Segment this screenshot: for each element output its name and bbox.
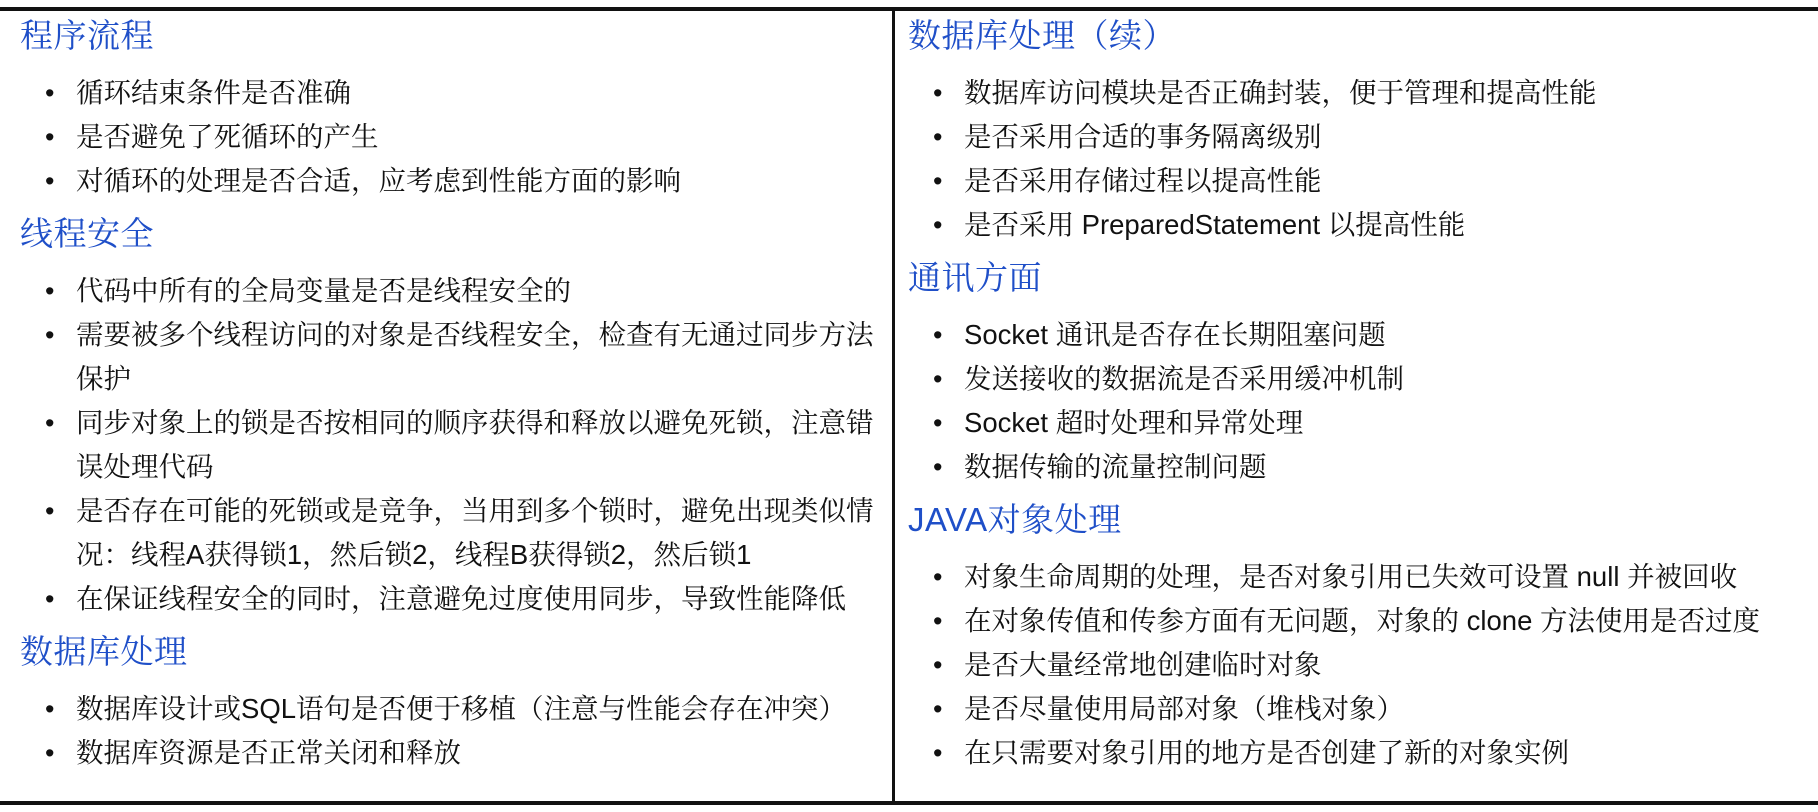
bottom-rule (0, 801, 1818, 805)
bullet-item (908, 643, 1808, 687)
bullet-text: 是否采用 PreparedStatement 以提高性能 (964, 209, 1466, 240)
bullet-icon: • (933, 364, 943, 394)
bullet-icon: • (45, 496, 55, 526)
bullet-text: 数据库设计或SQL语句是否便于移植（注意与性能会存在冲突） (76, 693, 847, 724)
bullet-text: 代码中所有的全局变量是否是线程安全的 (76, 275, 571, 306)
bullet-text: 对循环的处理是否合适，应考虑到性能方面的影响 (76, 165, 681, 196)
bullet-text: 是否存在可能的死锁或是竞争，当用到多个锁时，避免出现类似情况：线程A获得锁1，然后锁2，线程B获得锁2，然后锁1 (76, 495, 874, 570)
bullet-icon: • (45, 78, 55, 108)
bullet-icon: • (45, 408, 55, 438)
bullet-item (908, 599, 1808, 643)
bullet-text: 是否避免了死循环的产生 (76, 121, 379, 152)
spacer (908, 61, 1808, 71)
bullet-icon: • (45, 320, 55, 350)
bullet-item (908, 159, 1808, 203)
bullet-list (20, 687, 882, 775)
bullet-icon: • (933, 78, 943, 108)
column-divider (892, 9, 895, 803)
section-heading: 数据库处理 (20, 633, 188, 670)
bullet-item (20, 159, 882, 203)
bullet-text: Socket 通讯是否存在长期阻塞问题 (964, 319, 1386, 350)
right-column (908, 11, 1808, 781)
spacer (908, 303, 1808, 313)
bullet-item (908, 203, 1808, 247)
bullet-icon: • (45, 584, 55, 614)
bullet-item (20, 687, 882, 731)
bullet-icon: • (45, 276, 55, 306)
bullet-text: 在保证线程安全的同时，注意避免过度使用同步，导致性能降低 (76, 583, 846, 614)
bullet-icon: • (45, 122, 55, 152)
section-heading: 数据库处理（续） (908, 17, 1176, 54)
bullet-text: 是否尽量使用局部对象（堆栈对象） (964, 693, 1404, 724)
bullet-icon: • (933, 210, 943, 240)
bullet-item (908, 71, 1808, 115)
bullet-text: 在只需要对象引用的地方是否创建了新的对象实例 (964, 737, 1569, 768)
spacer (20, 677, 882, 687)
bullet-text: 需要被多个线程访问的对象是否线程安全，检查有无通过同步方法保护 (76, 319, 874, 394)
bullet-item (20, 489, 882, 577)
section-heading: 程序流程 (20, 17, 154, 54)
bullet-item (908, 313, 1808, 357)
bullet-list (908, 313, 1808, 489)
left-column (20, 11, 882, 781)
bullet-item (908, 357, 1808, 401)
bullet-item (20, 731, 882, 775)
bullet-list (908, 71, 1808, 247)
bullet-item (908, 115, 1808, 159)
section-heading: 线程安全 (20, 215, 154, 252)
bullet-icon: • (933, 452, 943, 482)
bullet-icon: • (45, 166, 55, 196)
bullet-item (20, 401, 882, 489)
spacer (20, 259, 882, 269)
bullet-text: 循环结束条件是否准确 (76, 77, 351, 108)
bullet-text: 是否大量经常地创建临时对象 (964, 649, 1322, 680)
bullet-icon: • (933, 606, 943, 636)
bullet-item (20, 115, 882, 159)
bullet-text: 发送接收的数据流是否采用缓冲机制 (964, 363, 1404, 394)
spacer (908, 545, 1808, 555)
bullet-text: 在对象传值和传参方面有无问题，对象的 clone 方法使用是否过度 (964, 605, 1761, 636)
bullet-text: 数据库访问模块是否正确封装，便于管理和提高性能 (964, 77, 1597, 108)
bullet-list (20, 71, 882, 203)
bullet-text: 对象生命周期的处理，是否对象引用已失效可设置 null 并被回收 (964, 561, 1738, 592)
bullet-icon: • (933, 408, 943, 438)
bullet-text: 是否采用合适的事务隔离级别 (964, 121, 1322, 152)
bullet-text: 同步对象上的锁是否按相同的顺序获得和释放以避免死锁，注意错误处理代码 (76, 407, 874, 482)
bullet-icon: • (933, 562, 943, 592)
section-heading: JAVA对象处理 (908, 501, 1122, 538)
bullet-text: 数据传输的流量控制问题 (964, 451, 1267, 482)
bullet-item (20, 269, 882, 313)
spacer (20, 61, 882, 71)
bullet-item (908, 401, 1808, 445)
bullet-item (20, 577, 882, 621)
section-heading: 通讯方面 (908, 259, 1042, 296)
bullet-icon: • (933, 694, 943, 724)
bullet-icon: • (933, 122, 943, 152)
bullet-icon: • (933, 166, 943, 196)
bullet-item (908, 555, 1808, 599)
bullet-text: 是否采用存储过程以提高性能 (964, 165, 1322, 196)
bullet-icon: • (45, 738, 55, 768)
bullet-icon: • (933, 738, 943, 768)
bullet-item (908, 731, 1808, 775)
bullet-icon: • (933, 320, 943, 350)
bullet-item (20, 71, 882, 115)
bullet-item (908, 445, 1808, 489)
bullet-item (908, 687, 1808, 731)
bullet-item (20, 313, 882, 401)
bullet-text: Socket 超时处理和异常处理 (964, 407, 1304, 438)
bullet-list (908, 555, 1808, 775)
bullet-text: 数据库资源是否正常关闭和释放 (76, 737, 461, 768)
bullet-icon: • (45, 694, 55, 724)
bullet-list (20, 269, 882, 621)
bullet-icon: • (933, 650, 943, 680)
